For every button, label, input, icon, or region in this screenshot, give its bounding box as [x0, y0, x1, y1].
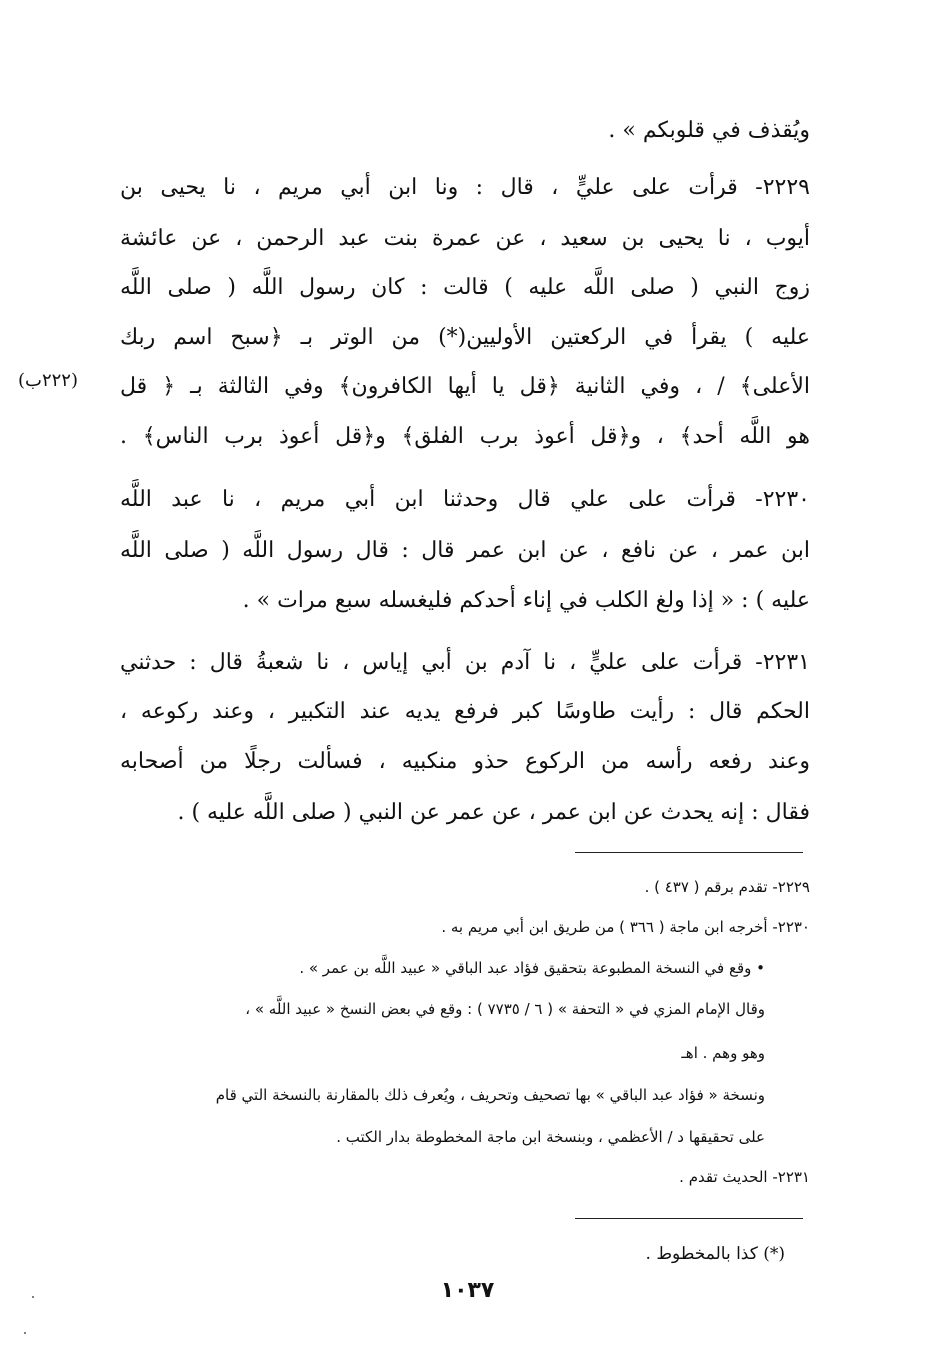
- scan-speck: [24, 1332, 26, 1334]
- footnote-2230: ٢٢٣٠- أخرجه ابن ماجة ( ٣٦٦ ) من طريق ابن أبي مريم به .: [441, 918, 810, 936]
- footnote-2231: ٢٢٣١- الحديث تقدم .: [679, 1168, 810, 1186]
- margin-folio-note: (٢٢٢ب): [18, 370, 79, 391]
- footnote-2230-note-4: ونسخة « فؤاد عبد الباقي » بها تصحيف وتحريف ، ويُعرف ذلك بالمقارنة بالنسخة التي قام: [215, 1086, 765, 1104]
- asterisk-separator: [575, 1218, 803, 1219]
- hadith-2229-line-3: زوج النبي ( صلى اللَّه عليه ) قالت : كان رسول اللَّه ( صلى اللَّه: [120, 275, 810, 300]
- hadith-2231-line-1: ٢٢٣١- قرأت على عليٍّ ، نا آدم بن أبي إياس ، نا شعبةُ قال : حدثني: [120, 650, 810, 675]
- hadith-2231-line-4: فقال : إنه يحدث عن ابن عمر ، عن عمر عن النبي ( صلى اللَّه عليه ) .: [177, 800, 810, 825]
- footnote-2230-note-2: وقال الإمام المزي في « التحفة » ( ٦ / ٧٧٣٥ ) : وقع في بعض النسخ « عبيد اللَّه » ،: [245, 1000, 765, 1018]
- hadith-2229-line-5: الأعلى﴾ / ، وفي الثانية ﴿قل يا أيها الكافرون﴾ وفي الثالثة بـ ﴿ قل: [120, 374, 810, 399]
- hadith-2229-line-6: هو اللَّه أحد﴾ ، و﴿قل أعوذ برب الفلق﴾ و﴿قل أعوذ برب الناس﴾ .: [120, 424, 810, 449]
- footnote-2229: ٢٢٢٩- تقدم برقم ( ٤٣٧ ) .: [644, 878, 810, 896]
- footnote-separator: [575, 852, 803, 853]
- hadith-2231-line-2: الحكم قال : رأيت طاوسًا كبر فرفع يديه عند التكبير ، وعند ركوعه ،: [120, 699, 810, 724]
- footnote-2230-note-5: على تحقيقها د / الأعظمي ، وبنسخة ابن ماجة المخطوطة بدار الكتب .: [336, 1128, 765, 1146]
- hadith-2230-line-3: عليه ) : « إذا ولغ الكلب في إناء أحدكم فليغسله سبع مرات » .: [242, 588, 810, 613]
- hadith-2231-line-3: وعند رفعه رأسه من الركوع حذو منكبيه ، فسألت رجلًا من أصحابه: [120, 749, 810, 774]
- page-number: ١٠٣٧: [440, 1278, 495, 1303]
- asterisk-note: (*) كذا بالمخطوط .: [645, 1244, 785, 1264]
- hadith-2229-line-2: أيوب ، نا يحيى بن سعيد ، عن عمرة بنت عبد الرحمن ، عن عائشة: [120, 226, 810, 251]
- hadith-2229-line-1: ٢٢٢٩- قرأت على عليٍّ ، قال : ونا ابن أبي مريم ، نا يحيى بن: [120, 175, 810, 200]
- hadith-2230-line-2: ابن عمر ، عن نافع ، عن ابن عمر قال : قال رسول اللَّه ( صلى اللَّه: [120, 538, 810, 563]
- text-line-1: ويُقذف في قلوبكم » .: [608, 118, 810, 143]
- hadith-2229-line-4: عليه ) يقرأ في الركعتين الأوليين(*) من الوتر بـ ﴿سبح اسم ربك: [120, 325, 810, 350]
- footnote-2230-note-1: • وقع في النسخة المطبوعة بتحقيق فؤاد عبد الباقي « عبيد اللَّه بن عمر » .: [299, 959, 765, 977]
- scan-speck: [32, 1296, 34, 1298]
- footnote-2230-note-3: وهو وهم . اهـ: [681, 1044, 765, 1062]
- hadith-2230-line-1: ٢٢٣٠- قرأت على علي قال وحدثنا ابن أبي مريم ، نا عبد اللَّه: [120, 487, 810, 512]
